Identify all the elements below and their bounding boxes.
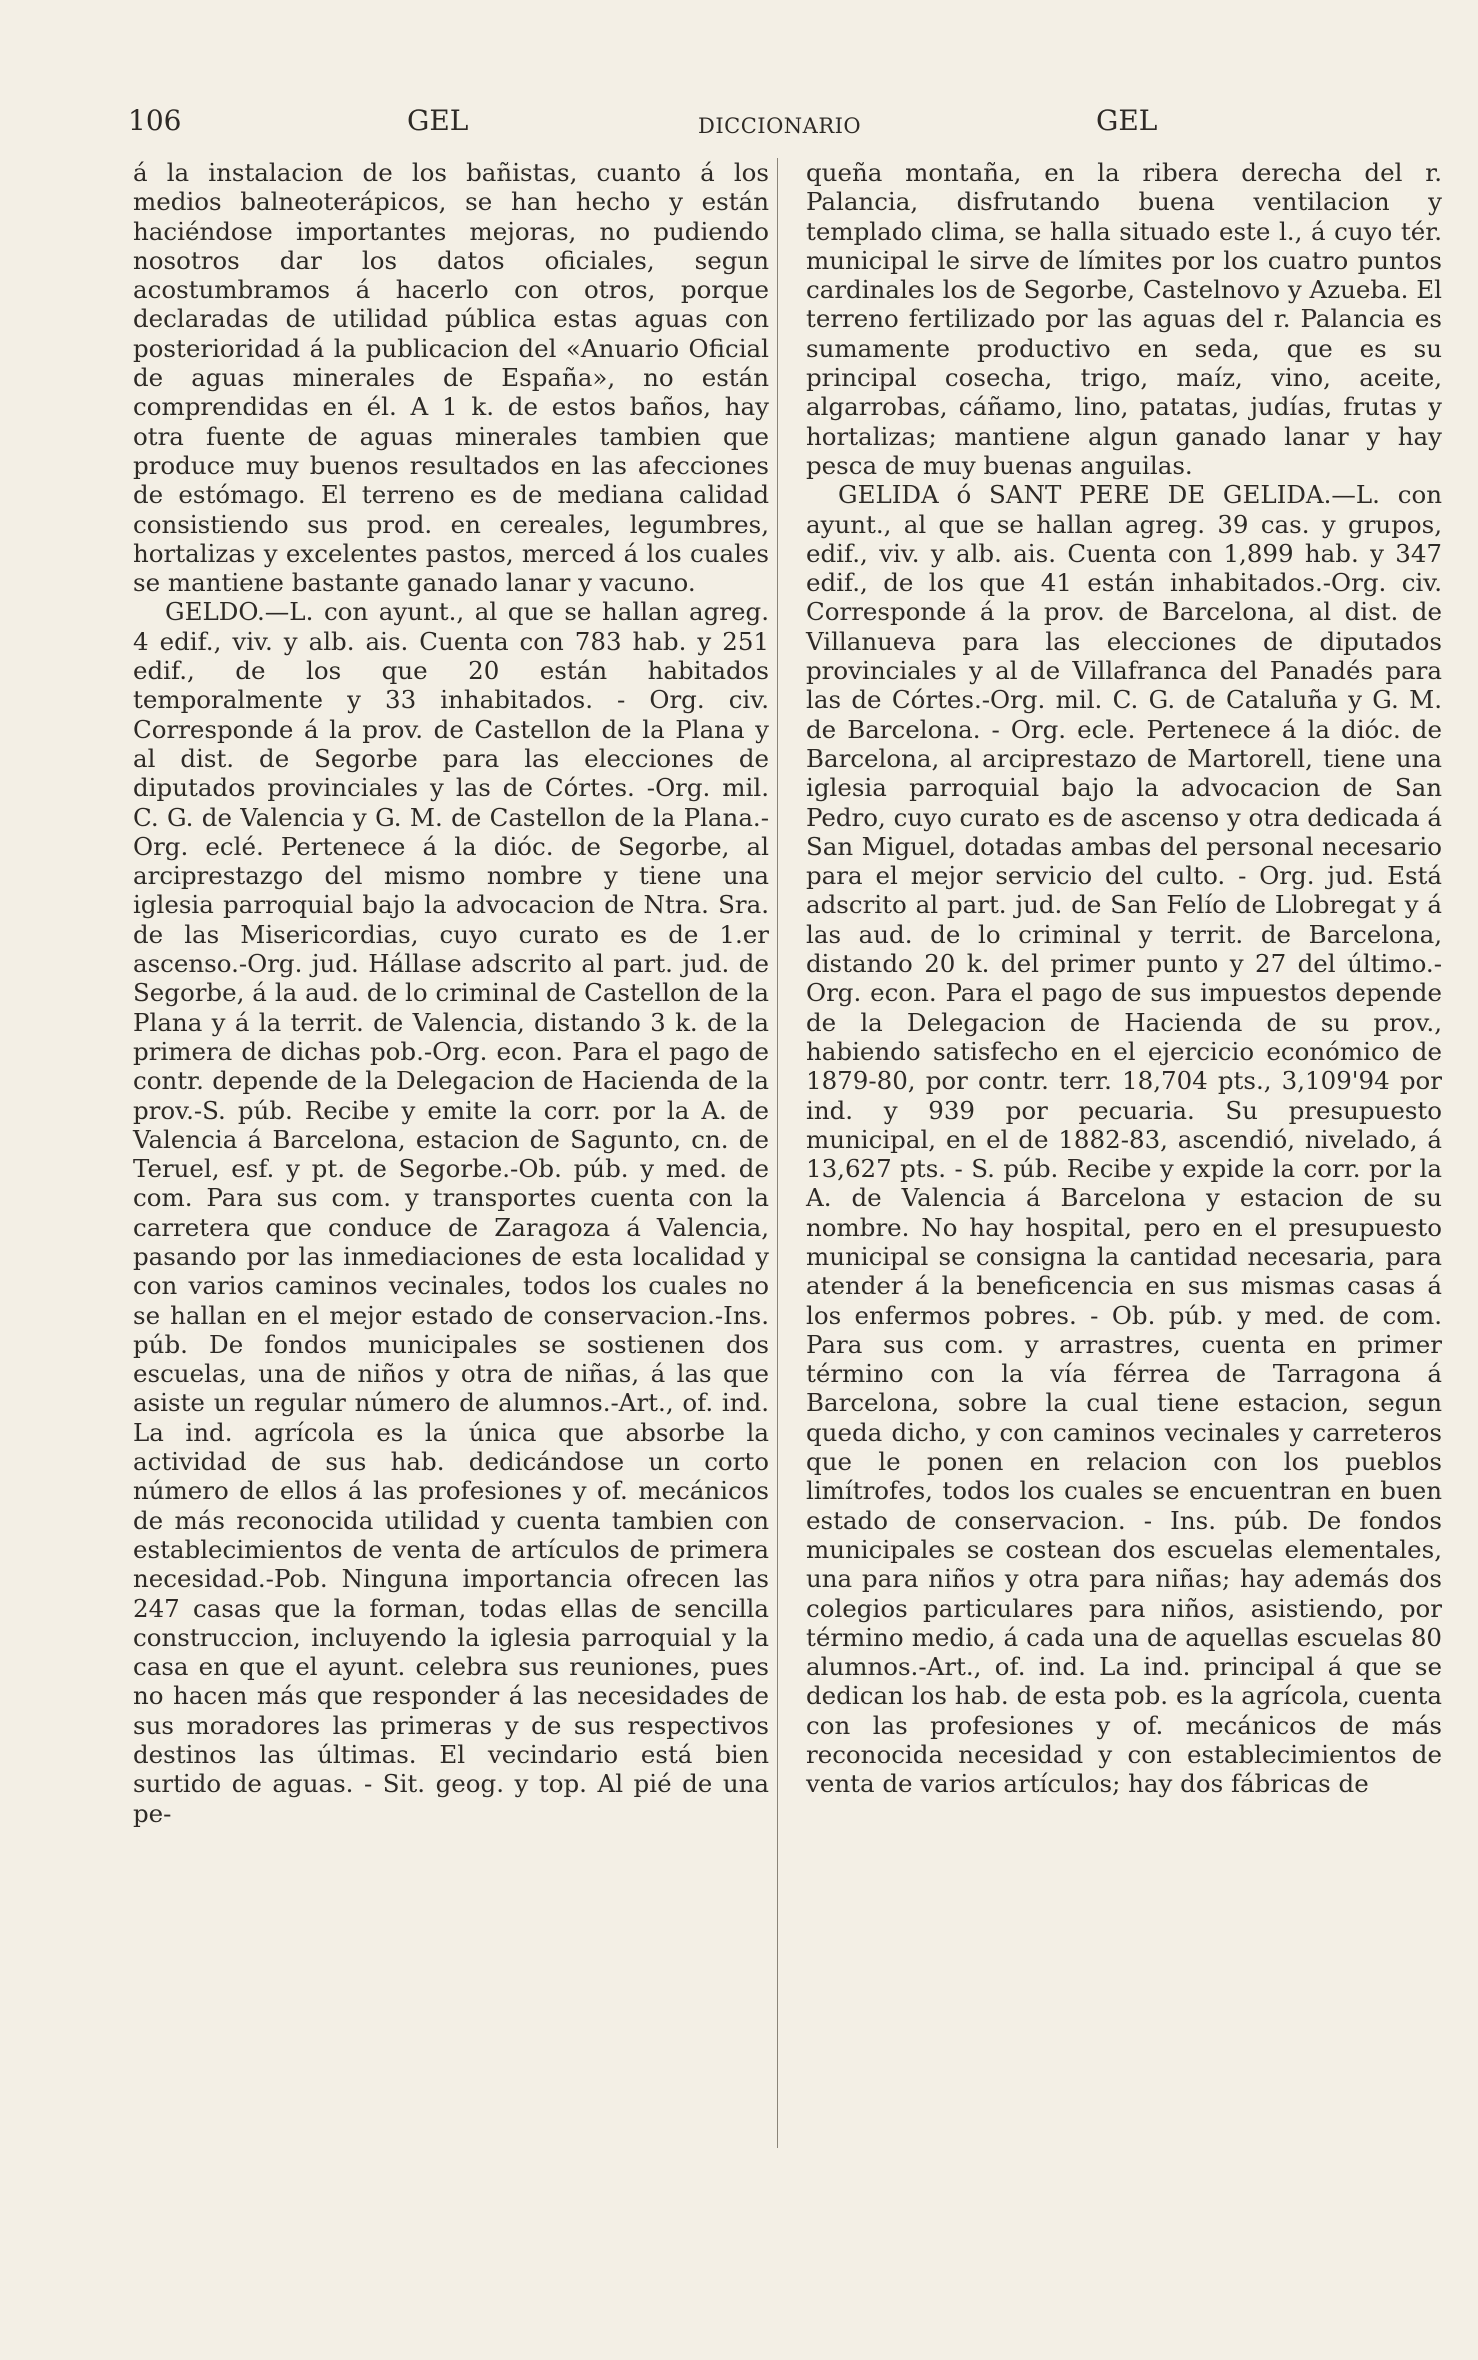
right-column <box>806 158 1442 1799</box>
left-running-head: GEL <box>407 104 469 137</box>
geldo-entry: GELDO.—L. con ayunt., al que se hallan agreg. 4 edif., viv. y alb. ais. Cuenta con 783 hab. y 251 edif., de los que 20 están habitados temporalmente y 33 inhabitados. - Org. civ. Corresponde á la prov. de Castellon de la Plana y al dist. de Segorbe para las elecciones de diputados provinciales y las de Córtes. -Org. mil. C. G. de Valencia y G. M. de Castellon de la Plana.-Org. eclé. Pertenece á la dióc. de Segorbe, al arciprestazgo del mismo nombre y tiene una iglesia parroquial bajo la advocacion de Ntra. Sra. de las Misericordias, cuyo curato es de 1.er ascenso.-Org. jud. Hállase adscrito al part. jud. de Segorbe, á la aud. de lo criminal de Castellon de la Plana y á la territ. de Valencia, distando 3 k. de la primera de dichas pob.-Org. econ. Para el pago de contr. depende de la Delegacion de Hacienda de la prov.-S. púb. Recibe y emite la corr. por la A. de Valencia á Barcelona, estacion de Sagunto, cn. de Teruel, esf. y pt. de Segorbe.-Ob. púb. y med. de com. Para sus com. y transportes cuenta con la carretera que conduce de Zaragoza á Valencia, pasando por las inmediaciones de esta localidad y con varios caminos vecinales, todos los cuales no se hallan en el mejor estado de conservacion.-Ins. púb. De fondos municipales se sostienen dos escuelas, una de niños y otra de niñas, á las que asiste un regular número de alumnos.-Art., of. ind. La ind. agrícola es la única que absorbe la actividad de sus hab. dedicándose un corto número de ellos á las profesiones y of. mecánicos de más reconocida utilidad y cuenta tambien con establecimientos de venta de artículos de primera necesidad.-Pob. Ninguna importancia ofrecen las 247 casas que la forman, todas ellas de sencilla construccion, incluyendo la iglesia parroquial y la casa en que el ayunt. celebra sus reuniones, pues no hacen más que responder á las necesidades de sus moradores las primeras y de sus respectivos destinos las últimas. El vecindario está bien surtido de aguas. - Sit. geog. y top. Al pié de una pe- <box>133 597 769 1828</box>
right-running-head: GEL <box>1096 104 1158 137</box>
banos-continuation-paragraph: á la instalacion de los bañistas, cuanto á los medios balneoterápicos, se han hecho y están haciéndose importantes mejoras, no pudiendo nosotros dar los datos oficiales, segun acostumbramos á hacerlo con otros, porque declaradas de utilidad pública estas aguas con posterioridad á la publicacion del «Anuario Oficial de aguas minerales de España», no están comprendidas en él. A 1 k. de estos baños, hay otra fuente de aguas minerales tambien que produce muy buenos resultados en las afecciones de estómago. El terreno es de mediana calidad consistiendo sus prod. en cereales, legumbres, hortalizas y excelentes pastos, merced á los cuales se mantiene bastante ganado lanar y vacuno. <box>133 158 769 598</box>
left-column <box>133 158 769 1828</box>
gelida-entry: GELIDA ó SANT PERE DE GELIDA.—L. con ayunt., al que se hallan agreg. 39 cas. y grupos, edif., viv. y alb. ais. Cuenta con 1,899 hab. y 347 edif., de los que 41 están inhabitados.-Org. civ. Corresponde á la prov. de Barcelona, al dist. de Villanueva para las elecciones de diputados provinciales y al de Villafranca del Panadés para las de Córtes.-Org. mil. C. G. de Cataluña y G. M. de Barcelona. - Org. ecle. Pertenece á la dióc. de Barcelona, al arciprestazo de Martorell, tiene una iglesia parroquial bajo la advocacion de San Pedro, cuyo curato es de ascenso y otra dedicada á San Miguel, dotadas ambas del personal necesario para el mejor servicio del culto. - Org. jud. Está adscrito al part. jud. de San Felío de Llobregat y á las aud. de lo criminal y territ. de Barcelona, distando 20 k. del primer punto y 27 del último.-Org. econ. Para el pago de sus impuestos depende de la Delegacion de Hacienda de su prov., habiendo satisfecho en el ejercicio económico de 1879-80, por contr. terr. 18,704 pts., 3,109'94 por ind. y 939 por pecuaria. Su presupuesto municipal, en el de 1882-83, ascendió, nivelado, á 13,627 pts. - S. púb. Recibe y expide la corr. por la A. de Valencia á Barcelona y estacion de su nombre. No hay hospital, pero en el presupuesto municipal se consigna la cantidad necesaria, para atender á la beneficencia en sus mismas casas á los enfermos pobres. - Ob. púb. y med. de com. Para sus com. y arrastres, cuenta en primer término con la vía férrea de Tarragona á Barcelona, sobre la cual tiene estacion, segun queda dicho, y con caminos vecinales y carreteros que le ponen en relacion con los pueblos limítrofes, todos los cuales se encuentran en buen estado de conservacion. - Ins. púb. De fondos municipales se costean dos escuelas elementales, una para niños y otra para niñas; hay además dos colegios particulares para niños, asistiendo, por término medio, á cada una de aquellas escuelas 80 alumnos.-Art., of. ind. La ind. principal á que se dedican los hab. de esta pob. es la agrícola, cuenta con las profesiones y of. mecánicos de más reconocida necesidad y con establecimientos de venta de varios artículos; hay dos fábricas de <box>806 480 1442 1799</box>
dictionary-title: DICCIONARIO <box>698 114 862 138</box>
running-header <box>128 104 1448 150</box>
column-divider <box>777 158 778 2148</box>
page-number: 106 <box>128 104 182 137</box>
geldo-entry-continuation: queña montaña, en la ribera derecha del r. Palancia, disfrutando buena ventilacion y templado clima, se halla situado este l., á cuyo tér. municipal le sirve de límites por los cuatro puntos cardinales los de Segorbe, Castelnovo y Azueba. El terreno fertilizado por las aguas del r. Palancia es sumamente productivo en seda, que es su principal cosecha, trigo, maíz, vino, aceite, algarrobas, cáñamo, lino, patatas, judías, frutas y hortalizas; mantiene algun ganado lanar y hay pesca de muy buenas anguilas. <box>806 158 1442 480</box>
